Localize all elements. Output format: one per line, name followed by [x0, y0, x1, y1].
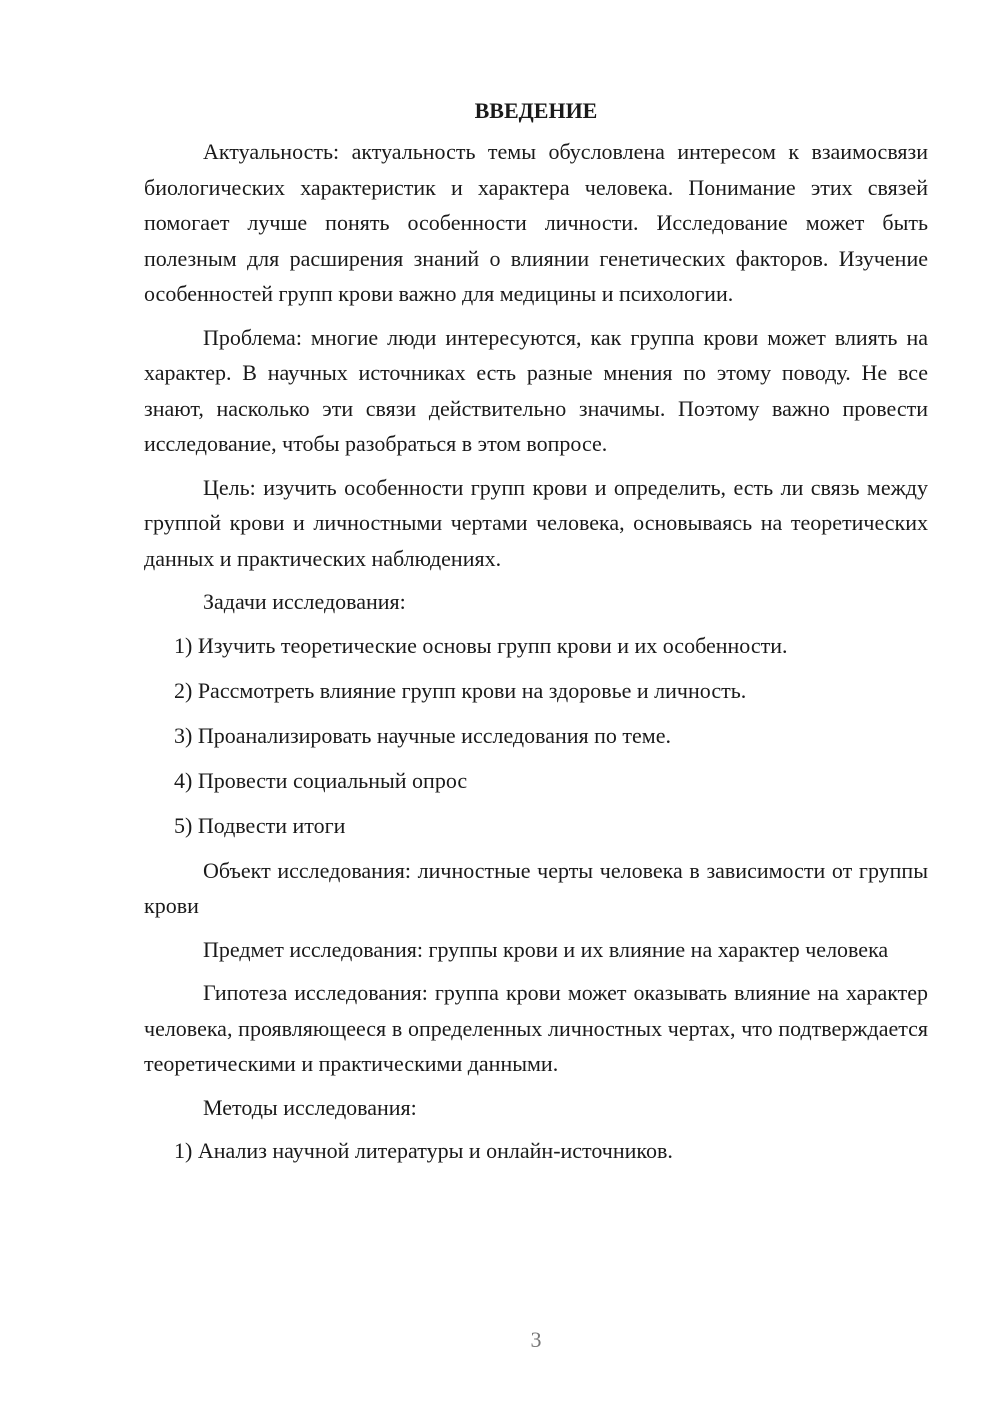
paragraph-hypothesis: Гипотеза исследования: группа крови может оказывать влияние на характер человека, проявляющееся в определенных личностных чертах, что подтверждается теоретическими и практическими данными.	[144, 980, 928, 1076]
methods-title: Методы исследования:	[203, 1094, 417, 1120]
list-item: 4) Провести социальный опрос	[174, 767, 468, 793]
tasks-title: Задачи исследования:	[203, 589, 406, 614]
paragraph-object: Объект исследования: личностные черты человека в зависимости от группы крови	[144, 857, 928, 918]
document-page	[144, 96, 928, 1178]
list-item: 1) Анализ научной литературы и онлайн-источников.	[174, 1138, 673, 1163]
page-title: ВВЕДЕНИЕ	[474, 98, 598, 123]
paragraph-subject: Предмет исследования: группы крови и их влияние на характер человека	[203, 936, 889, 962]
list-item: 2) Рассмотреть влияние групп крови на здоровье и личность.	[174, 677, 747, 703]
tasks-list	[144, 628, 928, 844]
list-item: 3) Проанализировать научные исследования по теме.	[174, 722, 671, 748]
paragraph-problem: Проблема: многие люди интересуются, как группа крови может влиять на характер. В научных источниках есть разные мнения по этому поводу. Не все знают, насколько эти связи действительно значимы. Поэтому важно провести исследование, чтобы разобраться в этом вопросе.	[144, 324, 928, 456]
paragraph-goal: Цель: изучить особенности групп крови и определить, есть ли связь между группой крови и личностными чертами человека, основываясь на теоретических данных и практических наблюдениях.	[144, 474, 928, 571]
page-number: 3	[530, 1327, 542, 1352]
list-item: 1) Изучить теоретические основы групп крови и их особенности.	[174, 632, 788, 658]
methods-list	[144, 1133, 928, 1169]
paragraph-relevance: Актуальность: актуальность темы обусловлена интересом к взаимосвязи биологических характеристик и характера человека. Понимание этих связей помогает лучше понять особенности личности. Исследование может быть полезным для расширения знаний о влиянии генетических факторов. Изучение особенностей групп крови важно для медицины и психологии.	[144, 139, 928, 306]
list-item: 5) Подвести итоги	[174, 812, 346, 838]
